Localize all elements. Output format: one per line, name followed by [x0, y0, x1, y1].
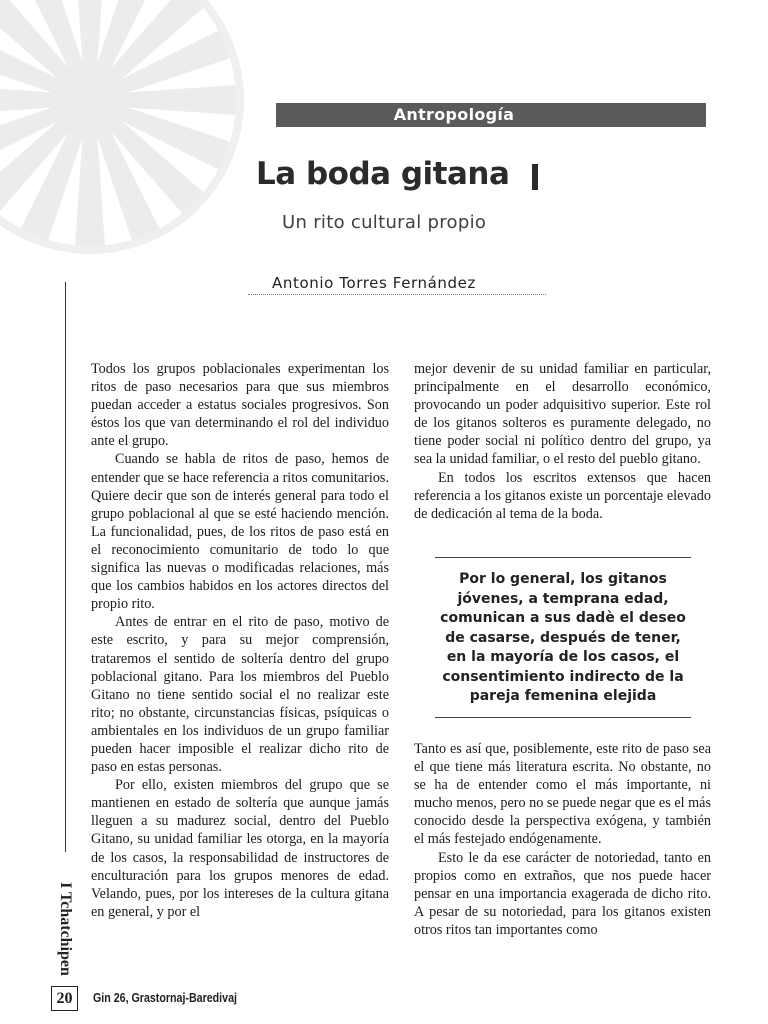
- title-end-mark: [532, 164, 538, 190]
- section-label: Antropología: [393, 105, 515, 124]
- paragraph: En todos los escritos extensos que hacen referencia a los gitanos existe un porcentaje elevado de dedicación al tema de la boda.: [414, 469, 711, 522]
- paragraph: mejor devenir de su unidad familiar en particular, principalmente en el desarrollo económico, provocando un poder adquisitivo superior. Este rol de los gitanos solteros es puramente delegado, no tiene poder social ni político dentro del grupo, ya sea la unidad familiar, o el resto del pueblo gitano.: [414, 361, 711, 468]
- author-name: Antonio Torres Fernández: [272, 274, 476, 292]
- paragraph: Por ello, existen miembros del grupo que se mantienen en estado de soltería que aunque jamás lleguen a su madurez social, dentro del Pueblo Gitano, su unidad familiar les otorga, en la mayoría de los casos, la responsabilidad de instructores de enculturación para los grupos menores de edad. Velando, pues, por los intereses de la cultura gitana en general, y por el: [91, 777, 389, 920]
- wheel-spoke: [75, 130, 105, 246]
- paragraph: Esto le da ese carácter de notoriedad, tanto en propios como en extraños, que nos puede hacer pensar en una importancia exagerada de dicho rito. A pesar de su notoriedad, para los gitanos existen otros ritos tan importantes como: [414, 849, 711, 938]
- page-number: 20: [51, 986, 78, 1011]
- running-head: [50, 858, 80, 1000]
- paragraph: Todos los grupos poblacionales experimentan los ritos de paso necesarios para que sus miembros puedan acceder a estatus sociales progresivos. Son éstos los que van determinando el rol del individuo ante el grupo.: [91, 361, 389, 450]
- paragraph: Cuando se habla de ritos de paso, hemos de entender que se hace referencia a ritos comunitarios. Quiere decir que son de interés general para todo el grupo poblacional al que se esté haciendo mención. La funcionalidad, pues, de los ritos de paso está en el reconocimiento comunitario de todo lo que significa las nuevas o modificadas relaciones, más que los cambios habidos en los actores directos del propio rito.: [91, 451, 389, 613]
- column-right-bottom: [414, 740, 711, 939]
- romani-wheel-watermark: [0, 0, 250, 260]
- column-left: [91, 360, 389, 921]
- wheel-spoke: [120, 85, 236, 115]
- paragraph: Tanto es así que, posiblemente, este rito de paso sea el que tiene más literatura escrita. No obstante, no se ha de entender como el más importante, ni mucho menos, pero no se puede negar que es el más conocido desde la perspectiva exógena, y también el más festejado endógenamente.: [414, 741, 711, 848]
- margin-rule: [65, 282, 66, 852]
- column-right-top: [414, 360, 711, 523]
- paragraph: Antes de entrar en el rito de paso, motivo de este escrito, y para su mejor comprensión, trataremos el sentido de soltería dentro del grupo poblacional gitano. Para los miembros del Pueblo Gitano no tiene sentido social el no realizar este rito; no obstante, circunstancias físicas, psíquicas o ambientales en los individuos de un grupo familiar pueden hacer imposible el realizar dicho rito de paso en estas personas.: [91, 614, 389, 776]
- article-subtitle: Un rito cultural propio: [282, 212, 487, 233]
- running-head-text: I Tchatchipen: [57, 882, 74, 976]
- journal-citation: Gin 26, Grastornaj-Baredivaj: [93, 990, 237, 1005]
- pull-quote: Por lo general, los gitanos jóvenes, a temprana edad, comunican a sus dadè el deseo de casarse, después de tener, en la mayoría de los casos, el consentimiento indirecto de la pareja femenina elejida: [435, 557, 691, 718]
- author-rule: [248, 294, 546, 295]
- article-title: La boda gitana: [256, 156, 510, 192]
